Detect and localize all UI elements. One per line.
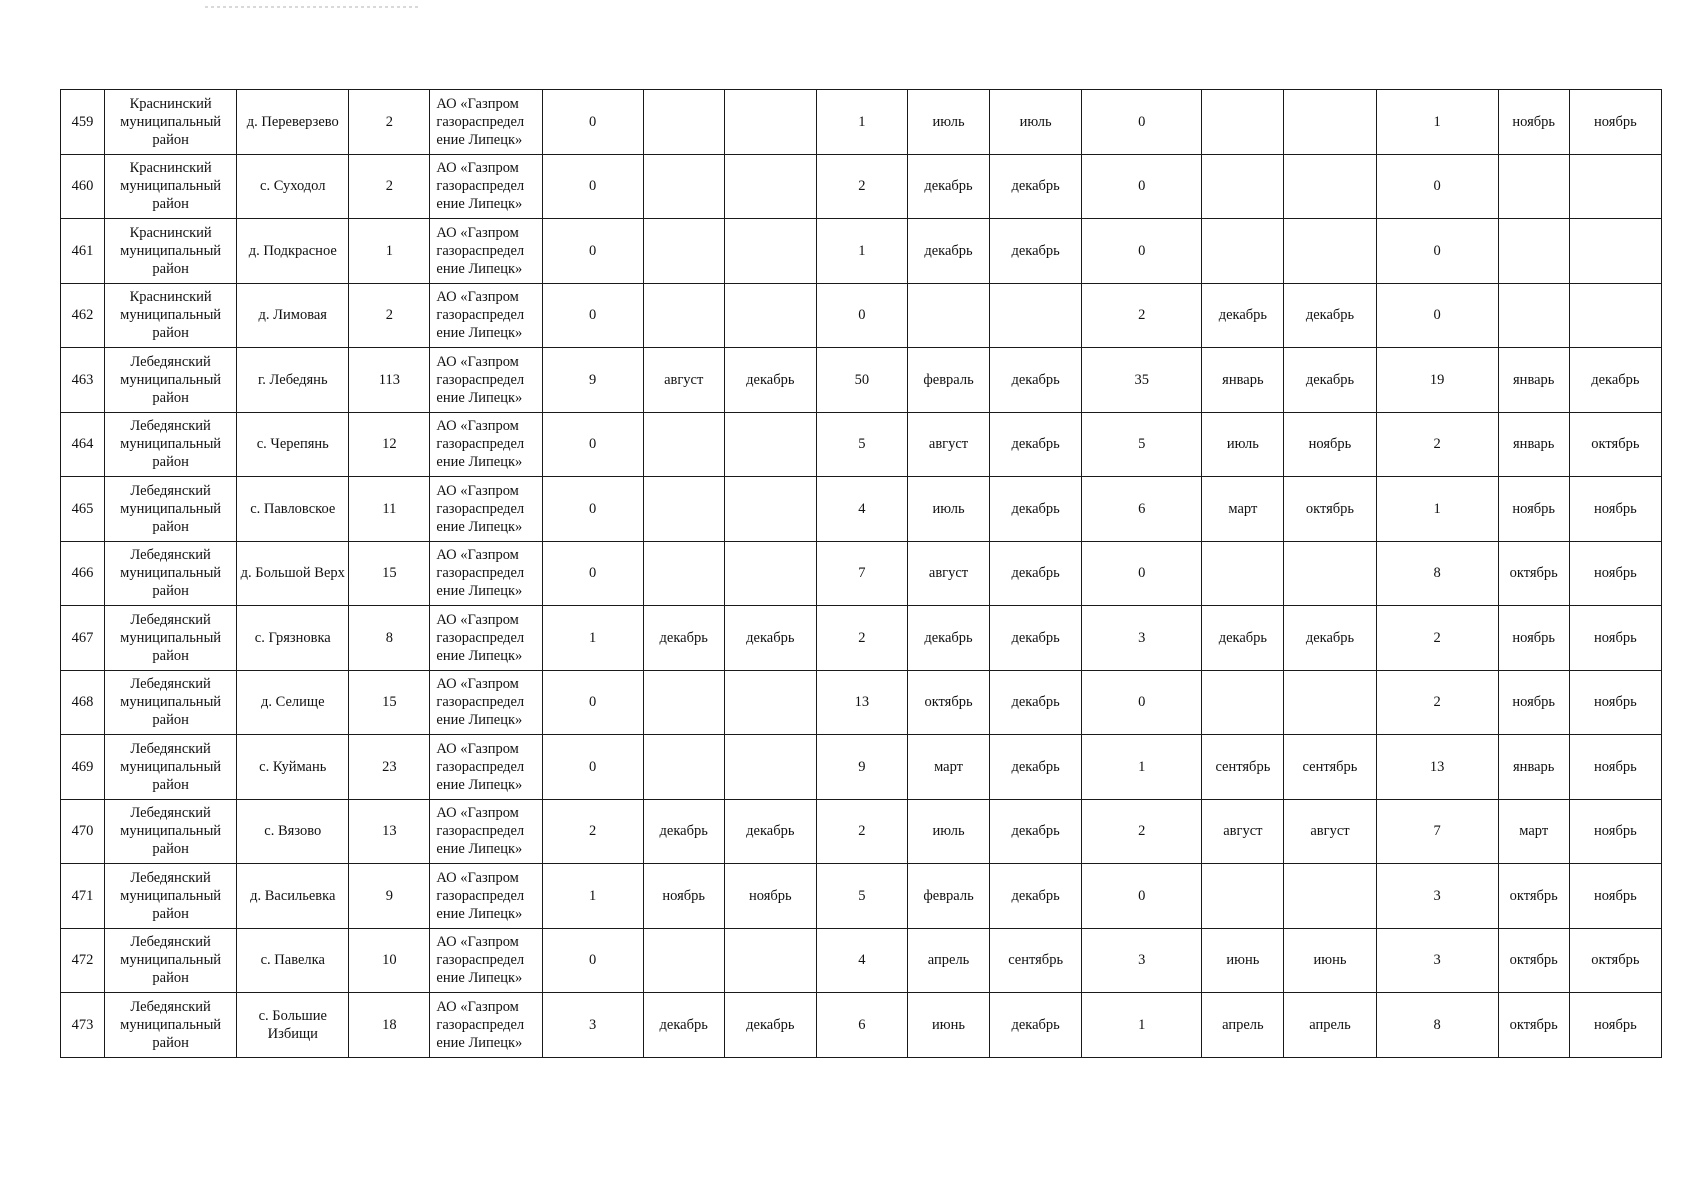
period2-end-cell: июль [990,90,1082,155]
period1-start-cell [643,541,724,606]
period2-end-cell: декабрь [990,477,1082,542]
period3-start-cell: сентябрь [1202,735,1284,800]
table-row [61,283,1662,348]
period4-start-cell: март [1498,799,1569,864]
period4-start-cell: январь [1498,348,1569,413]
period1-count-cell: 0 [542,541,643,606]
organization-cell: АО «Газпром газораспредел ение Липецк» [430,735,542,800]
total-count-cell: 23 [349,735,430,800]
organization-cell: АО «Газпром газораспредел ение Липецк» [430,864,542,929]
period1-count-cell: 0 [542,219,643,284]
organization-cell: АО «Газпром газораспредел ение Липецк» [430,993,542,1058]
period3-start-cell [1202,541,1284,606]
period1-start-cell [643,735,724,800]
settlement-cell: д. Лимовая [237,283,349,348]
row-number-cell: 469 [61,735,105,800]
period4-start-cell: январь [1498,735,1569,800]
period3-end-cell: октябрь [1284,477,1376,542]
district-cell: Краснинский муниципальный район [105,283,237,348]
scan-artifact [205,6,420,8]
period4-start-cell: ноябрь [1498,477,1569,542]
total-count-cell: 15 [349,541,430,606]
period1-start-cell: август [643,348,724,413]
period1-count-cell: 3 [542,993,643,1058]
period1-end-cell [724,154,816,219]
period3-end-cell: апрель [1284,993,1376,1058]
period2-count-cell: 50 [816,348,907,413]
row-number-cell: 463 [61,348,105,413]
period4-end-cell: октябрь [1569,928,1661,993]
period3-count-cell: 0 [1082,219,1202,284]
table-row [61,541,1662,606]
period4-count-cell: 2 [1376,606,1498,671]
period3-end-cell: июнь [1284,928,1376,993]
period2-count-cell: 2 [816,606,907,671]
row-number-cell: 471 [61,864,105,929]
period2-end-cell: декабрь [990,348,1082,413]
period2-end-cell: декабрь [990,606,1082,671]
table-row [61,348,1662,413]
period4-start-cell: ноябрь [1498,90,1569,155]
period3-start-cell: июнь [1202,928,1284,993]
total-count-cell: 2 [349,154,430,219]
period2-start-cell: февраль [907,864,989,929]
settlement-cell: с. Павелка [237,928,349,993]
total-count-cell: 12 [349,412,430,477]
district-cell: Лебедянский муниципальный район [105,541,237,606]
table-row [61,90,1662,155]
period1-count-cell: 0 [542,928,643,993]
table-row [61,412,1662,477]
period1-count-cell: 2 [542,799,643,864]
period3-end-cell: декабрь [1284,283,1376,348]
period2-end-cell: декабрь [990,735,1082,800]
organization-cell: АО «Газпром газораспредел ение Липецк» [430,283,542,348]
period4-end-cell: ноябрь [1569,670,1661,735]
period3-end-cell: сентябрь [1284,735,1376,800]
row-number-cell: 468 [61,670,105,735]
period4-count-cell: 0 [1376,283,1498,348]
district-cell: Краснинский муниципальный район [105,90,237,155]
period3-start-cell [1202,219,1284,284]
period1-count-cell: 1 [542,606,643,671]
period4-count-cell: 7 [1376,799,1498,864]
district-cell: Лебедянский муниципальный район [105,928,237,993]
period3-end-cell [1284,219,1376,284]
period2-start-cell: декабрь [907,154,989,219]
table-row [61,928,1662,993]
settlement-cell: д. Васильевка [237,864,349,929]
period1-end-cell: декабрь [724,799,816,864]
period3-count-cell: 2 [1082,283,1202,348]
period1-count-cell: 0 [542,283,643,348]
period2-start-cell: октябрь [907,670,989,735]
period3-count-cell: 6 [1082,477,1202,542]
period4-count-cell: 0 [1376,154,1498,219]
total-count-cell: 1 [349,219,430,284]
district-cell: Лебедянский муниципальный район [105,799,237,864]
period1-count-cell: 0 [542,477,643,542]
organization-cell: АО «Газпром газораспредел ение Липецк» [430,154,542,219]
period4-end-cell: декабрь [1569,348,1661,413]
period3-start-cell: июль [1202,412,1284,477]
total-count-cell: 9 [349,864,430,929]
row-number-cell: 472 [61,928,105,993]
period1-end-cell [724,477,816,542]
period3-start-cell [1202,90,1284,155]
district-cell: Краснинский муниципальный район [105,219,237,284]
district-cell: Лебедянский муниципальный район [105,993,237,1058]
period2-count-cell: 1 [816,90,907,155]
period4-end-cell: октябрь [1569,412,1661,477]
period1-end-cell [724,670,816,735]
period1-start-cell: ноябрь [643,864,724,929]
period2-start-cell: апрель [907,928,989,993]
period3-start-cell [1202,670,1284,735]
settlement-cell: с. Куймань [237,735,349,800]
period2-start-cell: июнь [907,993,989,1058]
period3-end-cell [1284,670,1376,735]
period2-end-cell: декабрь [990,412,1082,477]
period3-count-cell: 2 [1082,799,1202,864]
period2-start-cell: декабрь [907,219,989,284]
period3-count-cell: 0 [1082,864,1202,929]
period1-start-cell [643,670,724,735]
period4-start-cell: январь [1498,412,1569,477]
period1-start-cell: декабрь [643,799,724,864]
period4-count-cell: 8 [1376,993,1498,1058]
period4-end-cell [1569,283,1661,348]
table-row [61,219,1662,284]
period1-start-cell [643,928,724,993]
settlement-cell: с. Черепянь [237,412,349,477]
table-row [61,670,1662,735]
period4-start-cell [1498,154,1569,219]
row-number-cell: 473 [61,993,105,1058]
period2-end-cell: декабрь [990,799,1082,864]
period3-end-cell: август [1284,799,1376,864]
period1-end-cell: ноябрь [724,864,816,929]
total-count-cell: 10 [349,928,430,993]
period1-end-cell [724,219,816,284]
row-number-cell: 464 [61,412,105,477]
period3-start-cell: декабрь [1202,283,1284,348]
period3-count-cell: 35 [1082,348,1202,413]
period4-start-cell: октябрь [1498,864,1569,929]
table-row [61,154,1662,219]
period3-count-cell: 0 [1082,154,1202,219]
period3-count-cell: 1 [1082,735,1202,800]
period4-end-cell: ноябрь [1569,799,1661,864]
period1-end-cell [724,735,816,800]
period1-count-cell: 1 [542,864,643,929]
period1-start-cell [643,219,724,284]
district-cell: Лебедянский муниципальный район [105,348,237,413]
row-number-cell: 462 [61,283,105,348]
period4-end-cell: ноябрь [1569,90,1661,155]
table-row [61,477,1662,542]
period4-start-cell: октябрь [1498,993,1569,1058]
period2-end-cell: декабрь [990,864,1082,929]
period3-end-cell: декабрь [1284,348,1376,413]
district-cell: Краснинский муниципальный район [105,154,237,219]
period1-start-cell [643,477,724,542]
organization-cell: АО «Газпром газораспредел ение Липецк» [430,928,542,993]
table-row [61,735,1662,800]
period3-start-cell: август [1202,799,1284,864]
period1-start-cell [643,412,724,477]
period1-end-cell [724,928,816,993]
settlement-cell: с. Грязновка [237,606,349,671]
period2-start-cell: июль [907,90,989,155]
organization-cell: АО «Газпром газораспредел ение Липецк» [430,606,542,671]
settlement-cell: с. Павловское [237,477,349,542]
settlement-cell: с. Большие Избищи [237,993,349,1058]
period1-start-cell: декабрь [643,606,724,671]
period2-count-cell: 7 [816,541,907,606]
table-row [61,993,1662,1058]
period3-count-cell: 3 [1082,928,1202,993]
settlement-cell: г. Лебедянь [237,348,349,413]
period4-count-cell: 13 [1376,735,1498,800]
row-number-cell: 470 [61,799,105,864]
period3-end-cell [1284,541,1376,606]
period1-end-cell [724,412,816,477]
district-cell: Лебедянский муниципальный район [105,477,237,542]
district-cell: Лебедянский муниципальный район [105,735,237,800]
period1-start-cell [643,154,724,219]
organization-cell: АО «Газпром газораспредел ение Липецк» [430,90,542,155]
period2-start-cell: июль [907,477,989,542]
period1-end-cell: декабрь [724,606,816,671]
period3-count-cell: 0 [1082,541,1202,606]
period4-count-cell: 3 [1376,928,1498,993]
period2-end-cell: декабрь [990,541,1082,606]
period1-count-cell: 0 [542,154,643,219]
total-count-cell: 18 [349,993,430,1058]
period3-end-cell: декабрь [1284,606,1376,671]
period3-count-cell: 0 [1082,90,1202,155]
period4-start-cell: октябрь [1498,541,1569,606]
period4-end-cell: ноябрь [1569,993,1661,1058]
period4-start-cell: ноябрь [1498,670,1569,735]
period4-end-cell [1569,154,1661,219]
period2-start-cell: декабрь [907,606,989,671]
period2-start-cell: август [907,412,989,477]
period2-end-cell: декабрь [990,219,1082,284]
period2-start-cell [907,283,989,348]
period4-count-cell: 2 [1376,670,1498,735]
period1-count-cell: 0 [542,670,643,735]
period2-start-cell: март [907,735,989,800]
period4-end-cell [1569,219,1661,284]
organization-cell: АО «Газпром газораспредел ение Липецк» [430,412,542,477]
row-number-cell: 459 [61,90,105,155]
period4-start-cell: октябрь [1498,928,1569,993]
settlement-cell: д. Большой Верх [237,541,349,606]
row-number-cell: 465 [61,477,105,542]
period4-end-cell: ноябрь [1569,541,1661,606]
period1-end-cell [724,90,816,155]
settlement-cell: д. Подкрасное [237,219,349,284]
period3-start-cell: март [1202,477,1284,542]
total-count-cell: 113 [349,348,430,413]
period4-start-cell: ноябрь [1498,606,1569,671]
period4-end-cell: ноябрь [1569,735,1661,800]
period3-start-cell: январь [1202,348,1284,413]
period4-count-cell: 1 [1376,477,1498,542]
period3-start-cell: апрель [1202,993,1284,1058]
period2-count-cell: 1 [816,219,907,284]
period2-count-cell: 4 [816,477,907,542]
period2-count-cell: 4 [816,928,907,993]
row-number-cell: 467 [61,606,105,671]
period4-count-cell: 8 [1376,541,1498,606]
period1-start-cell [643,283,724,348]
period3-end-cell: ноябрь [1284,412,1376,477]
period2-count-cell: 13 [816,670,907,735]
period2-end-cell [990,283,1082,348]
period1-count-cell: 9 [542,348,643,413]
period2-count-cell: 9 [816,735,907,800]
period3-start-cell [1202,154,1284,219]
period4-end-cell: ноябрь [1569,477,1661,542]
table-row [61,606,1662,671]
organization-cell: АО «Газпром газораспредел ение Липецк» [430,541,542,606]
period3-count-cell: 3 [1082,606,1202,671]
period4-end-cell: ноябрь [1569,606,1661,671]
period1-end-cell [724,541,816,606]
period2-start-cell: февраль [907,348,989,413]
settlement-cell: с. Вязово [237,799,349,864]
period3-count-cell: 5 [1082,412,1202,477]
organization-cell: АО «Газпром газораспредел ение Липецк» [430,348,542,413]
period4-count-cell: 0 [1376,219,1498,284]
settlement-cell: д. Переверзево [237,90,349,155]
total-count-cell: 2 [349,283,430,348]
period2-end-cell: декабрь [990,154,1082,219]
settlement-cell: д. Селище [237,670,349,735]
table-row [61,864,1662,929]
period2-count-cell: 5 [816,412,907,477]
period1-start-cell [643,90,724,155]
district-cell: Лебедянский муниципальный район [105,670,237,735]
period2-end-cell: декабрь [990,993,1082,1058]
organization-cell: АО «Газпром газораспредел ение Липецк» [430,670,542,735]
period2-start-cell: август [907,541,989,606]
period2-end-cell: сентябрь [990,928,1082,993]
row-number-cell: 466 [61,541,105,606]
total-count-cell: 8 [349,606,430,671]
period3-count-cell: 0 [1082,670,1202,735]
period1-end-cell: декабрь [724,348,816,413]
period4-count-cell: 2 [1376,412,1498,477]
period2-end-cell: декабрь [990,670,1082,735]
period2-count-cell: 6 [816,993,907,1058]
row-number-cell: 460 [61,154,105,219]
period3-start-cell: декабрь [1202,606,1284,671]
gasification-schedule-table [60,89,1662,1058]
period2-count-cell: 2 [816,154,907,219]
period4-start-cell [1498,283,1569,348]
organization-cell: АО «Газпром газораспредел ение Липецк» [430,477,542,542]
table-row [61,799,1662,864]
period3-end-cell [1284,154,1376,219]
period4-count-cell: 1 [1376,90,1498,155]
period2-start-cell: июль [907,799,989,864]
period3-end-cell [1284,90,1376,155]
period3-count-cell: 1 [1082,993,1202,1058]
organization-cell: АО «Газпром газораспредел ение Липецк» [430,799,542,864]
period1-end-cell [724,283,816,348]
district-cell: Лебедянский муниципальный район [105,864,237,929]
period1-end-cell: декабрь [724,993,816,1058]
period1-count-cell: 0 [542,90,643,155]
total-count-cell: 11 [349,477,430,542]
settlement-cell: с. Суходол [237,154,349,219]
period3-end-cell [1284,864,1376,929]
period4-end-cell: ноябрь [1569,864,1661,929]
total-count-cell: 13 [349,799,430,864]
period1-count-cell: 0 [542,735,643,800]
period1-start-cell: декабрь [643,993,724,1058]
row-number-cell: 461 [61,219,105,284]
period3-start-cell [1202,864,1284,929]
district-cell: Лебедянский муниципальный район [105,412,237,477]
period2-count-cell: 5 [816,864,907,929]
period4-count-cell: 3 [1376,864,1498,929]
period2-count-cell: 2 [816,799,907,864]
district-cell: Лебедянский муниципальный район [105,606,237,671]
period1-count-cell: 0 [542,412,643,477]
period4-count-cell: 19 [1376,348,1498,413]
table-body [61,90,1662,1058]
total-count-cell: 2 [349,90,430,155]
total-count-cell: 15 [349,670,430,735]
period4-start-cell [1498,219,1569,284]
organization-cell: АО «Газпром газораспредел ение Липецк» [430,219,542,284]
period2-count-cell: 0 [816,283,907,348]
